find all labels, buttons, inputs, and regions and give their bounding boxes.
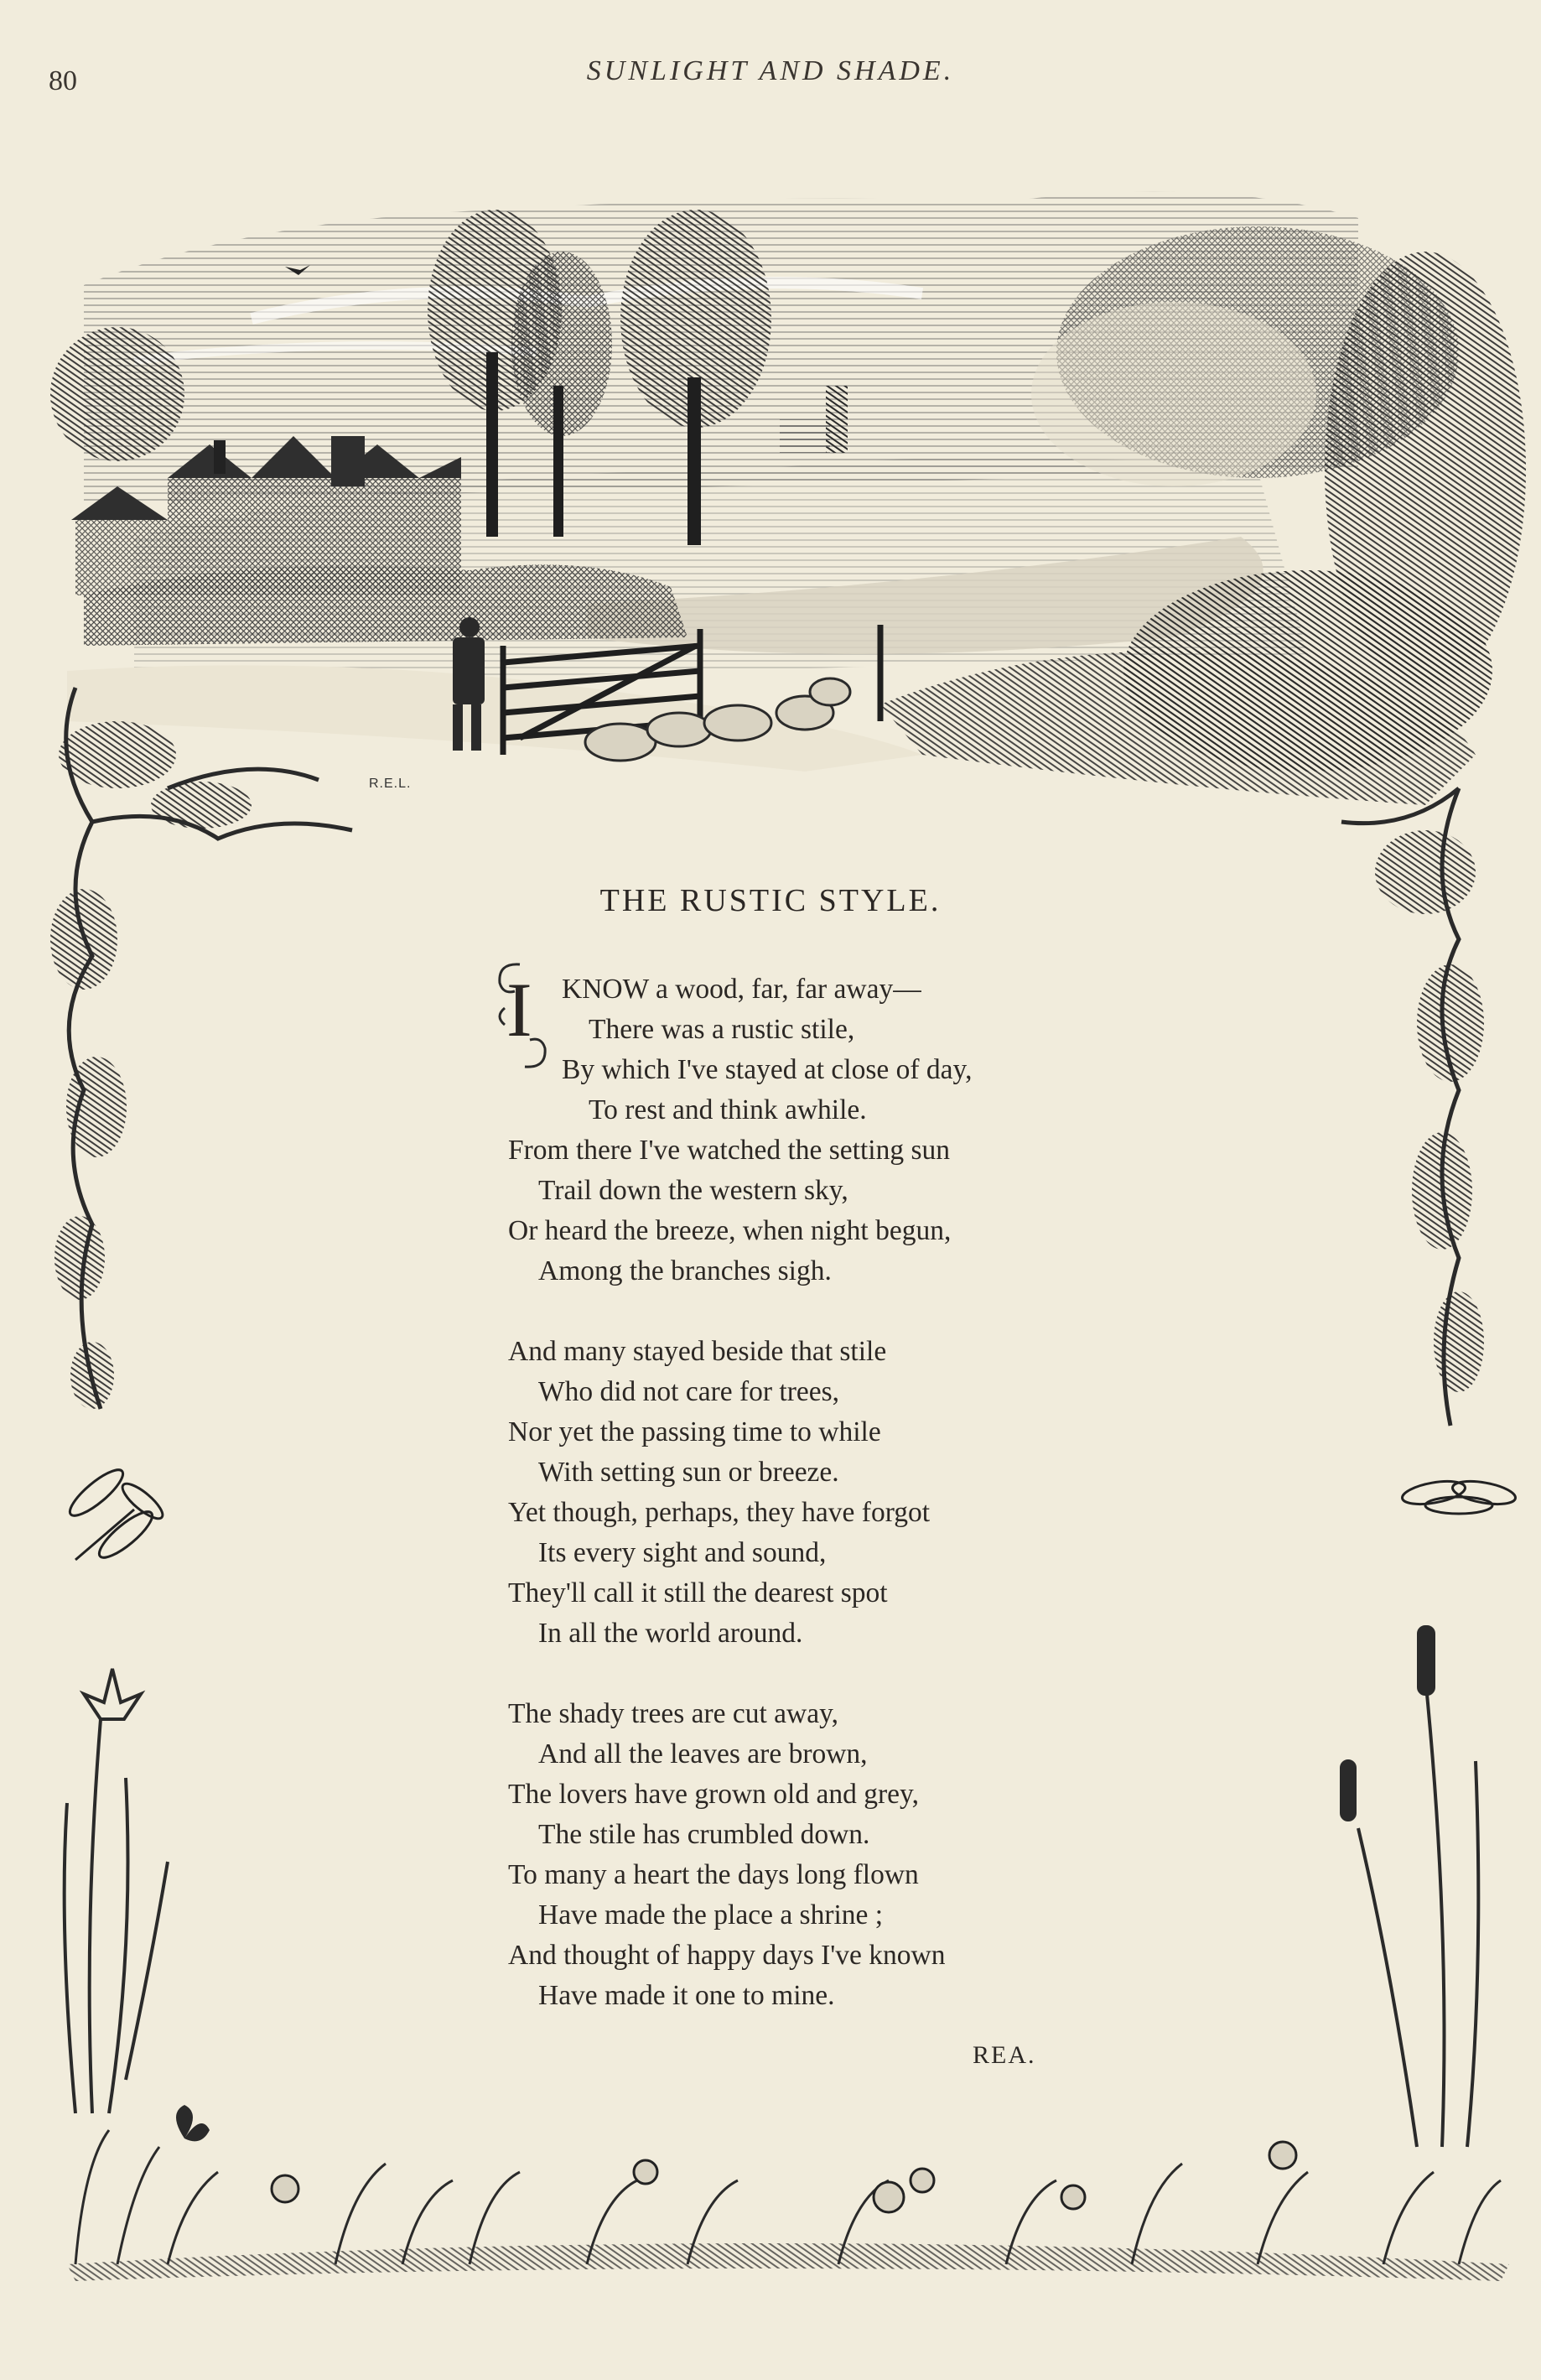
poem-line: And many stayed beside that stile <box>508 1336 887 1367</box>
poem-line: The stile has crumbled down. <box>538 1819 870 1850</box>
poem-line: Trail down the western sky, <box>538 1175 848 1206</box>
poem-line: With setting sun or breeze. <box>538 1457 839 1488</box>
wasp-icon <box>1400 1478 1517 1514</box>
iris-plant <box>65 1669 168 2113</box>
poem-line: Who did not care for trees, <box>538 1376 840 1407</box>
poem-title: THE RUSTIC STYLE. <box>599 883 942 918</box>
poem-line: Among the branches sigh. <box>538 1255 832 1286</box>
engraver-signature: R.E.L. <box>369 777 412 791</box>
poem-line: Have made it one to mine. <box>538 1980 835 2011</box>
drop-cap <box>495 958 550 1075</box>
poem-body <box>508 969 1145 2056</box>
stanza-2 <box>508 1332 1145 1654</box>
poem-line: In all the world around. <box>538 1618 803 1649</box>
stanza-3 <box>508 1694 1145 2016</box>
poem-author: REA. <box>973 2041 1036 2069</box>
poem-line: The lovers have grown old and grey, <box>508 1779 919 1810</box>
page-number: 80 <box>49 65 77 96</box>
poem-line: Have made the place a shrine ; <box>538 1899 884 1931</box>
drop-cap-letter: I <box>506 967 532 1052</box>
ground-band <box>67 2243 1509 2281</box>
poem-line: The shady trees are cut away, <box>508 1698 839 1729</box>
poem-line: By which I've stayed at close of day, <box>562 1054 973 1085</box>
poem-line: From there I've watched the setting sun <box>508 1135 951 1166</box>
stanza-1 <box>508 969 1145 1291</box>
poem-line: KNOW a wood, far, far away— <box>562 974 921 1005</box>
poem-line: To rest and think awhile. <box>589 1094 867 1125</box>
dragonfly-icon <box>65 1463 168 1564</box>
poem-line: And thought of happy days I've known <box>508 1940 946 1971</box>
poem-line: Its every sight and sound, <box>538 1537 827 1568</box>
butterfly-icon <box>176 2105 210 2141</box>
flower-icons <box>272 2142 1296 2212</box>
bulrush-plant <box>1341 1627 1478 2147</box>
poem-line: Nor yet the passing time to while <box>508 1416 881 1447</box>
running-title: SUNLIGHT AND SHADE. <box>586 55 955 86</box>
poem-line: They'll call it still the dearest spot <box>508 1577 888 1608</box>
poem-line: Or heard the breeze, when night begun, <box>508 1215 952 1246</box>
poem-line: There was a rustic stile, <box>589 1014 855 1045</box>
poem-line: Yet though, perhaps, they have forgot <box>508 1497 931 1528</box>
poem-line: To many a heart the days long flown <box>508 1859 919 1890</box>
poem-line: And all the leaves are brown, <box>538 1738 868 1769</box>
